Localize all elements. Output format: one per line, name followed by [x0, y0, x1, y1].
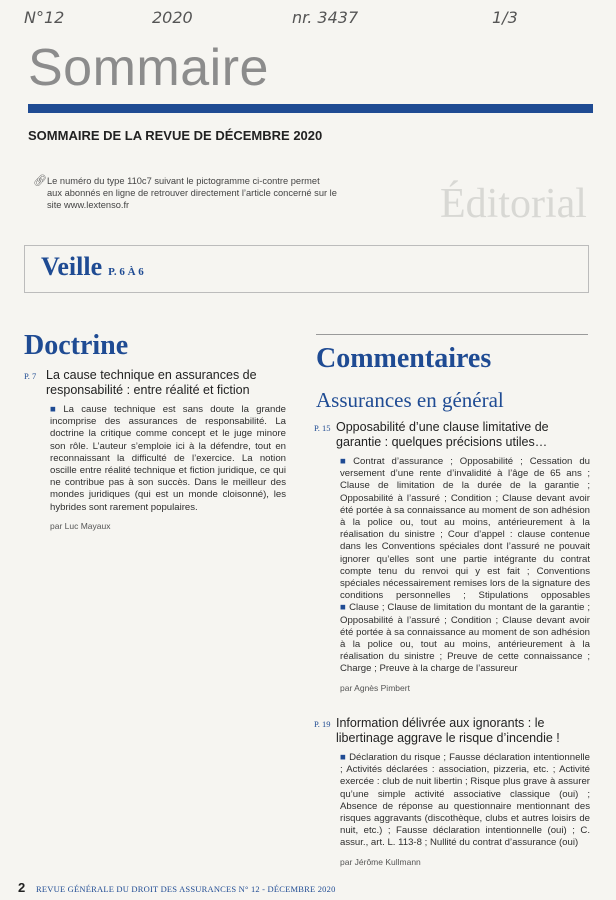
commentaire-article-2 [314, 716, 590, 867]
keywords-text-1: Contrat d’assurance ; Opposabilité ; Cessation du versement d’une rente d’invalidité à l’âge de 65 ans ; Clause de limitation de la durée de la garantie ; Opposabilité à l’assuré ; Condition ; Clause devant avoir été portée à sa connaissance au moment de son adhésion à la police ou, tout au moins, antérieurement à la réalisation du sinistre ; Cour d’appel : clause contenue dans les Conventions spéciales dont l’assuré ne pouvait ignorer qu’elles sont une partie intégrante du contrat compte tenu du renvoi qui y est fait ; Conventions spéciales nécessairement remises lors de la signature des conditions personnelles ; Stipulations opposables [340, 456, 591, 602]
handwritten-issue: N°12 [24, 8, 65, 27]
veille-label: Veille [41, 252, 103, 281]
veille-heading [41, 252, 144, 282]
show-through-watermark: Éditorial [440, 181, 587, 227]
handwritten-year: 2020 [152, 8, 193, 27]
page-subtitle: SOMMAIRE DE LA REVUE DE DÉCEMBRE 2020 [28, 128, 323, 143]
handwritten-page: 1/3 [492, 8, 518, 27]
bullet-square-icon: ■ [340, 752, 347, 763]
commentaire-article-1 [314, 420, 590, 693]
article-title: Opposabilité d’une clause limitative de garantie : quelques précisions utiles… [336, 420, 549, 449]
journal-footer: REVUE GÉNÉRALE DU DROIT DES ASSURANCES N° 12 - DÉCEMBRE 2020 [36, 884, 336, 894]
article-author: par Jérôme Kullmann [340, 856, 421, 867]
keywords-text-2: Clause ; Clause de limitation du montant de la garantie ; Opposabilité à l’assuré ; Condition ; Clause devant avoir été portée à sa connaissance au moment de son adhésion à la police ou, tout au moins, antérieurement à la réalisation du sinistre ; Preuve de cette connaissance ; Charge ; Preuve à la charge de l’assureur [340, 602, 591, 675]
bullet-square-icon: ■ [50, 404, 61, 415]
column-divider [316, 334, 588, 335]
veille-pages: P. 6 À 6 [108, 266, 144, 278]
article-title: La cause technique en assurances de responsabilité : entre réalité et fiction [46, 368, 257, 397]
article-author: par Agnès Pimbert [340, 682, 410, 693]
bullet-square-icon: ■ [340, 602, 347, 614]
veille-section [24, 245, 589, 293]
keywords-text: Déclaration du risque ; Fausse déclaration intentionnelle ; Activités déclarées : association, pizzeria, etc. ; Activité exercée : club de nuit libertin ; Risque plus grave à assurer qu’une simple activité associative classique (oui) ; Absence de réponse au questionnaire mentionnant des risques aggravants (discothèque, clubs et autres loisirs de nuit, etc.) ; Fausse déclaration intentionnelle (oui) ; C. assur., art. L. 113-8 ; Nullité du contrat d’assurance (oui) [340, 752, 591, 849]
article-page: P. 15 [314, 423, 331, 433]
article-abstract [50, 404, 286, 514]
bullet-square-icon: ■ [340, 456, 351, 467]
doctrine-heading: Doctrine [24, 330, 129, 361]
note-text: Le numéro du type 110c7 suivant le pictogramme ci-contre permet aux abonnés en ligne de retrouver directement l’article concerné sur le site www.lextenso.fr [47, 176, 337, 210]
page-title: Sommaire [28, 39, 269, 97]
handwritten-reference: nr. 3437 [292, 8, 359, 27]
commentaires-heading: Commentaires [316, 343, 492, 374]
online-access-note [33, 175, 337, 211]
abstract-text: La cause technique est sans doute la grande incomprise des assurances de responsabilité. La doctrine la critique comme concept et le juge minore son rôle. L’auteur s’emploie ici à la défendre, tout en reconnaissant la difficulté de l’exercice. La notion oscille entre réalité technique et fiction juridique, ce qui ne contribue pas à son succès. Dans le meilleur des mondes juridiques (qui est un monde cloisonné), les hybrides sont rarement populaires. [50, 404, 286, 513]
article-keywords [340, 456, 590, 676]
doctrine-article [24, 368, 286, 531]
title-divider [28, 104, 593, 113]
article-author: par Luc Mayaux [50, 520, 111, 531]
link-icon: 🔗︎ [33, 175, 47, 187]
article-page: P. 19 [314, 719, 331, 729]
article-title: Information délivrée aux ignorants : le libertinage aggrave le risque d’incendie ! [336, 716, 560, 745]
article-page: P. 7 [24, 371, 37, 381]
page-number: 2 [18, 880, 26, 895]
article-keywords [340, 752, 590, 850]
section-heading-assurances: Assurances en général [316, 388, 504, 412]
